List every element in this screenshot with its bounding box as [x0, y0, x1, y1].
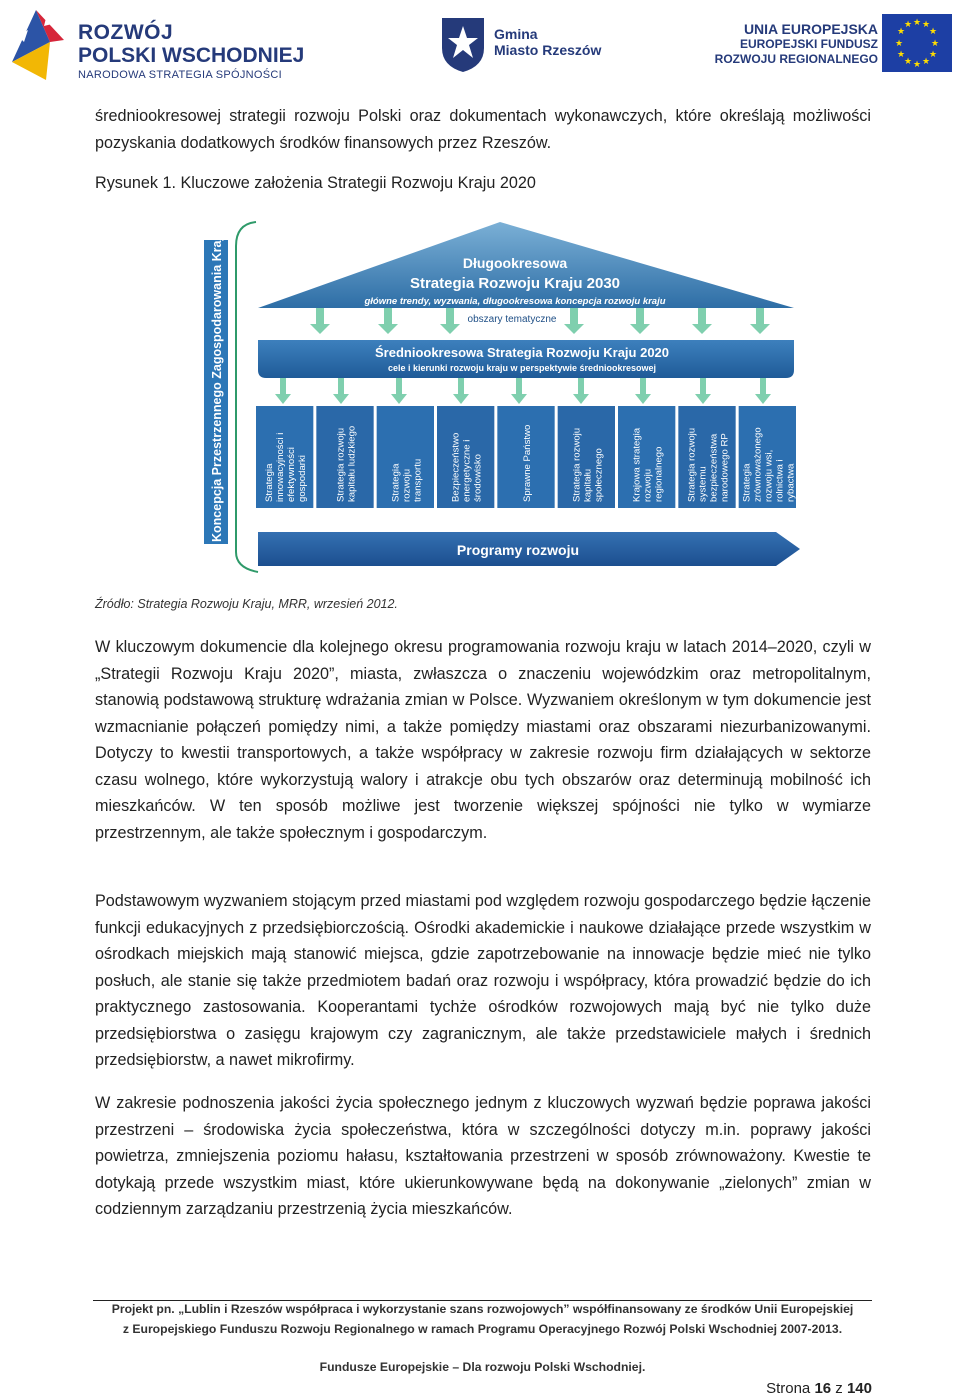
eu-line1: UNIA EUROPEJSKA: [743, 21, 878, 37]
roof-subtitle: główne trendy, wyzwania, długookresowa koncepcja rozwoju kraju: [364, 296, 666, 307]
rozwoj-polski-wschodniej-logo: [6, 2, 306, 86]
pillar-label: regionalnego: [653, 446, 665, 502]
svg-text:★: ★: [903, 57, 913, 67]
footer-divider: [93, 1300, 872, 1301]
thematic-areas-label: obszary tematyczne: [467, 314, 557, 325]
gmina-line2: Miasto Rzeszów: [494, 42, 602, 58]
rpw-subtitle: NARODOWA STRATEGIA SPÓJNOŚCI: [78, 69, 282, 81]
body-paragraph-2: Podstawowym wyzwaniem stojącym przed miastami pod względem rozwoju gospodarczego będzie łączenie funkcji edukacyjnych z przedsiębiorczością. Ośrodki akademickie i naukowe działające przede wszystkim w ośrodkach miejskich mają stanowić miejsca, gdzie zapotrzebowanie na innowacje będzie mieć nie tylko posłuch, ale stanie się także przedmiotem badań oraz rozwoju i współpracy, która prowadzić będzie do ich praktycznego zastosowania. Kooperantami tychże ośrodków rozwojowych mają być nie tylko duże przedsiębiorstwa o zasięgu krajowym czy zagranicznym, ale także przedstawiciele małych i średnich przedsiębiorstw, a nawet mikrofirmy.: [95, 892, 871, 1069]
svg-text:★: ★: [930, 39, 940, 49]
pillar-label: kapitału ludzkiego: [346, 425, 358, 502]
eu-line3: ROZWOJU REGIONALNEGO: [714, 52, 878, 66]
page-header: [0, 0, 960, 92]
pillar-4: [437, 406, 494, 508]
pillar-label: Strategia: [390, 463, 402, 502]
bottom-label: Programy rozwoju: [456, 542, 580, 558]
pillar-label: Strategia: [264, 463, 276, 502]
strategy-diagram: [200, 216, 802, 576]
pillar-label: transportu: [412, 458, 424, 502]
gmina-name: [494, 26, 601, 58]
side-label: Koncepcja Przestrzennego Zagospodarowania Kraju: [210, 229, 224, 542]
svg-text:★: ★: [928, 27, 938, 37]
figure-caption: Rysunek 1. Kluczowe założenia Strategii Rozwoju Kraju 2020: [95, 174, 536, 192]
svg-text:★: ★: [894, 39, 904, 49]
footer-project-line1: Projekt pn. „Lublin i Rzeszów współpraca i wykorzystanie szans rozwojowych” współfinansowany ze środków Unii Europejskiej: [111, 1302, 854, 1316]
svg-text:★: ★: [912, 18, 922, 28]
footer-project-line2: z Europejskiego Funduszu Rozwoju Regionalnego w ramach Programu Operacyjnego Rozwój Polski Wschodniej 2007-2013.: [122, 1322, 843, 1336]
svg-text:★: ★: [896, 27, 906, 37]
pillar-label: kapitału: [582, 468, 594, 502]
pillar-label: rozwoju wsi,: [763, 449, 775, 502]
rpw-title-line2: POLSKI WSCHODNIEJ: [78, 44, 305, 67]
pillar-label: gospodarki: [297, 455, 309, 502]
pillar-5: [497, 406, 554, 508]
page-prefix: Strona: [766, 1380, 811, 1397]
pillar-group: [256, 406, 796, 508]
svg-text:★: ★: [903, 20, 913, 30]
svg-text:★: ★: [928, 50, 938, 60]
pillar-7: [618, 406, 675, 508]
pillar-8: [678, 406, 735, 508]
pillar-label: Strategia: [741, 463, 753, 502]
pillar-1: [256, 406, 313, 508]
pillar-6: [558, 406, 615, 508]
figure-source: Źródło: Strategia Rozwoju Kraju, MRR, wrzesień 2012.: [95, 597, 398, 611]
pillar-2: [316, 406, 373, 508]
pillar-label: efektywności: [286, 447, 298, 502]
pillar-label: społecznego: [593, 448, 605, 502]
gmina-shield-icon: [438, 14, 488, 74]
pillar-label: energetyczne i: [461, 439, 473, 502]
pillar-label: innowacyjności i: [275, 432, 287, 502]
mid-title: Średniookresowa Strategia Rozwoju Kraju 2020: [374, 345, 670, 360]
pillar-label: zrównoważonego: [752, 427, 764, 502]
svg-text:★: ★: [921, 57, 931, 67]
pillar-label: rozwoju: [401, 468, 413, 502]
pillar-label: Strategia rozwoju: [335, 427, 347, 502]
body-paragraph-1: W kluczowym dokumencie dla kolejnego okresu programowania rozwoju kraju w latach 2014–2020, czyli w „Strategii Rozwoju Kraju 2020”, miasta, zwłaszcza o znaczeniu wojewódzkim oraz metropolitalnym, stanowią podstawową strukturę wdrażania zmian w Polsce. Wyzwaniem określonym w tym dokumencie jest wzmacnianie połączeń pomiędzy nimi, a także pomiędzy miastami oraz obszarami niezurbanizowanymi. Dotyczy to kwestii transportowych, a także współpracy w zakresie rozwoju firm działających w sektorze czasu wolnego, które wykorzystują walory i atrakcje obu tych obszarów oraz determinują mobilność ich mieszkańców. W ten sposób możliwe jest tworzenie większej spójności nie tylko w wymiarze przestrzennym, ale także społecznym i gospodarczym.: [95, 638, 871, 842]
body-paragraph-3: W zakresie podnoszenia jakości życia społecznego jednym z kluczowych wyzwań będzie poprawa jakości przestrzeni – środowiska życia społeczeństwa, która w szczególności dotyczy m.in. poprawy jakości powietrza, zmniejszenia poziomu hałasu, kształtowania przestrzeni w sposób zrównoważony. Kwestie te dotykają przede wszystkim miast, które ukierunkowywane będą na dokonywanie „zielonych” zmian w codziennym zarządzaniu przestrzenią życia mieszkańców.: [95, 1094, 871, 1218]
gmina-line1: Gmina: [494, 26, 538, 42]
pillar-label: Sprawne Państwo: [522, 424, 533, 502]
pillar-label: Krajowa strategia: [631, 427, 643, 502]
page-separator: z: [835, 1380, 843, 1397]
pillar-label: Bezpieczeństwo: [450, 432, 462, 502]
mid-subtitle: cele i kierunki rozwoju kraju w perspektywie średniookresowej: [387, 363, 657, 373]
pillar-label: systemu: [697, 466, 709, 502]
page-number: [766, 1380, 872, 1397]
page-total: 140: [846, 1380, 872, 1397]
gmina-rzeszow-logo: [438, 14, 608, 74]
strategy-diagram-svg: [200, 216, 802, 576]
pillar-label: rolnictwa i: [774, 459, 786, 502]
eu-fund-logo: [708, 14, 954, 74]
eu-line2: EUROPEJSKI FUNDUSZ: [739, 37, 878, 51]
eu-text: [715, 22, 878, 67]
svg-text:★: ★: [896, 50, 906, 60]
svg-text:★: ★: [912, 60, 922, 70]
eu-flag-icon: [882, 14, 952, 72]
roof-title-line2: Strategia Rozwoju Kraju 2030: [409, 275, 621, 292]
intro-paragraph: średniookresowej strategii rozwoju Polski oraz dokumentach wykonawczych, które określają możliwości pozyskania dodatkowych środków finansowych przez Rzeszów.: [95, 107, 871, 152]
pillar-label: Strategia rozwoju: [686, 427, 698, 502]
pillar-label: środowisko: [472, 454, 484, 502]
mid-arrows: [275, 378, 771, 404]
footer-slogan: Fundusze Europejskie – Dla rozwoju Polski Wschodniej.: [319, 1360, 646, 1374]
pillar-label: narodowego RP: [719, 433, 731, 502]
pillar-3: [377, 406, 434, 508]
page-current: 16: [814, 1380, 832, 1397]
svg-text:★: ★: [921, 20, 931, 30]
rpw-emblem-icon: [6, 2, 76, 86]
pillar-label: Strategia rozwoju: [571, 427, 583, 502]
roof-title-line1: Długookresowa: [462, 255, 568, 271]
pillar-9: [739, 406, 797, 508]
pillar-label: rozwoju: [642, 468, 654, 502]
pillar-label: rybactwa: [785, 463, 797, 502]
rpw-title-line1: ROZWÓJ: [78, 21, 174, 44]
pillar-label: bezpieczeństwa: [708, 433, 720, 502]
side-bracket: [236, 222, 258, 572]
